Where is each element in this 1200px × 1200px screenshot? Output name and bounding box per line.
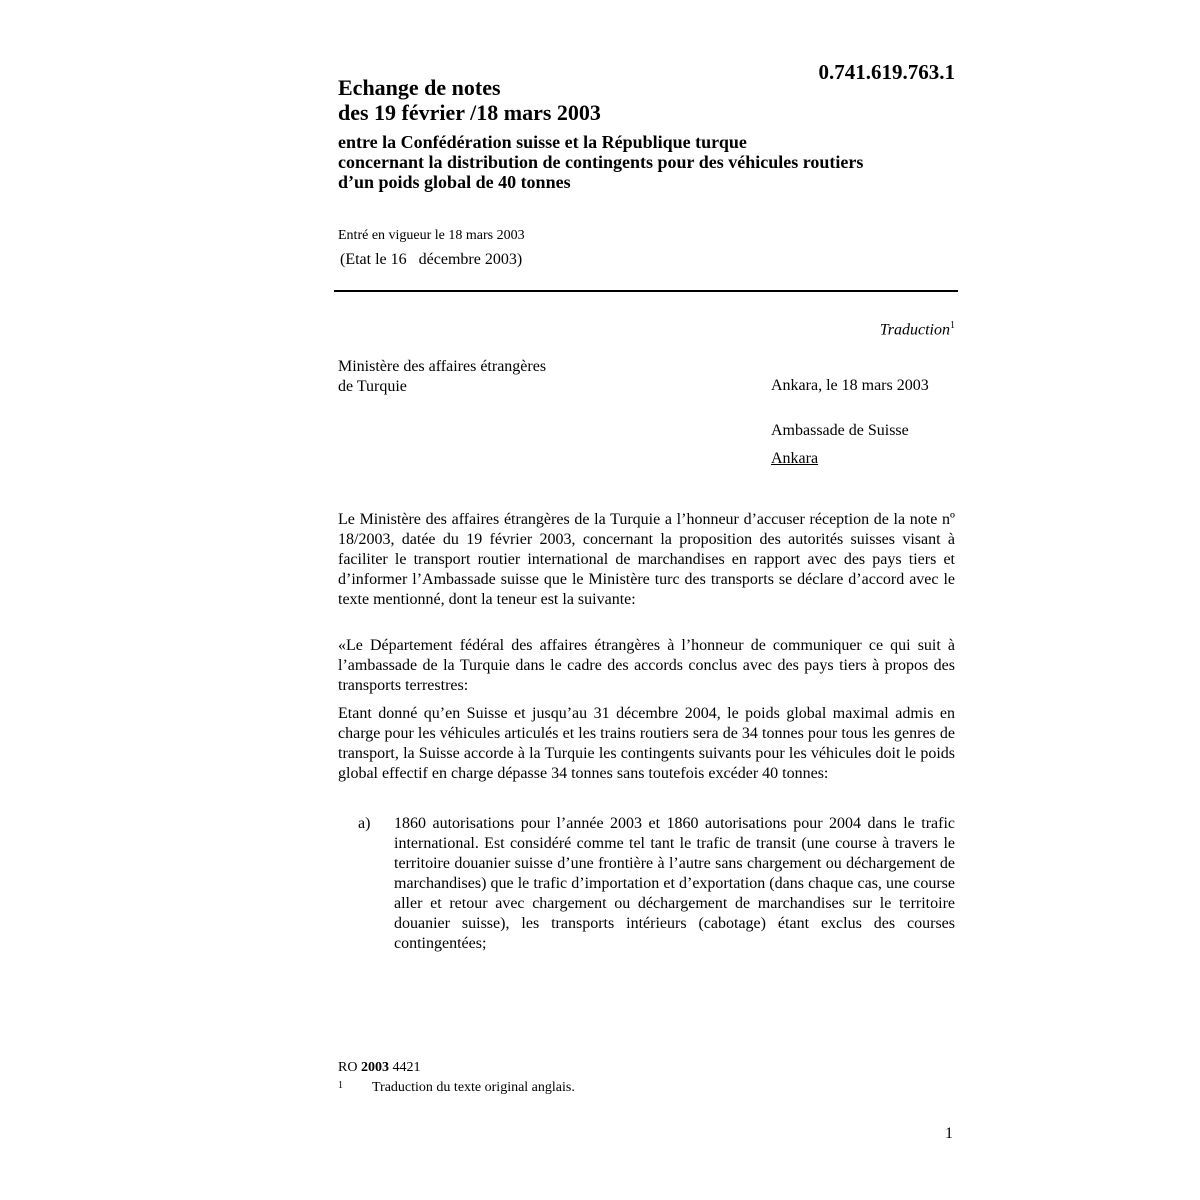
header-divider [334,290,958,292]
subtitle-line-3: d’un poids global de 40 tonnes [338,172,571,192]
ro-year: 2003 [360,1060,389,1075]
sender-line-1: Ministère des affaires étrangères [338,358,547,375]
sender-line-2: de Turquie [338,378,407,395]
title-line-2: des 19 février /18 mars 2003 [338,100,601,125]
status-date: (Etat le 16 décembre 2003) [340,251,523,268]
recipient-address [771,417,909,473]
page-number: 1 [945,1125,953,1142]
translation-label [700,320,955,339]
title-line-1: Echange de notes [338,75,501,100]
footnote-text: Traduction du texte original anglais. [372,1080,575,1095]
recipient-line-1: Ambassade de Suisse [771,422,909,439]
footnote-ref: 1 [950,320,955,331]
recipient-line-2: Ankara [771,450,819,467]
ro-prefix: RO [338,1060,358,1075]
sender-address [338,357,546,397]
in-force-date: Entré en vigueur le 18 mars 2003 [338,228,525,243]
body-paragraph-3: Etant donné qu’en Suisse et jusqu’au 31 décembre 2004, le poids global maximal admis en charge pour les véhicules articulés et les trains routiers sera de 34 tonnes pour tous les genres de transport, la Suisse accorde à la Turquie les contingents suivants pour les véhicules doit le poids global effectif en charge dépasse 34 tonnes sans toutefois excéder 40 tonnes: [338,705,955,782]
ro-page: 4421 [392,1060,421,1075]
ro-reference [338,1060,420,1076]
document-subtitle [338,132,958,192]
list-item-a [358,814,955,954]
subtitle-line-1: entre la Confédération suisse et la République turque [338,132,747,152]
footnote-mark: 1 [338,1080,343,1091]
subtitle-line-2: concernant la distribution de contingents pour des véhicules routiers [338,152,864,172]
list-item-text: 1860 autorisations pour l’année 2003 et 1860 autorisations pour 2004 dans le trafic international. Est considéré comme tel tant le trafic de transit (une course à travers le territoire douanier suisse d’une frontière à l’autre sans chargement ou déchargement de marchandises) que le trafic d’importation et d’exportation (dans chaque cas, une course aller et retour avec chargement ou déchargement de marchandises sur le territoire douanier suisse), les transports intérieurs (cabotage) étant exclus des courses contingentées; [394,815,955,952]
footnote [338,1080,575,1096]
list-item-label: a) [358,815,371,832]
body-paragraph-2: «Le Département fédéral des affaires étrangères à l’honneur de communiquer ce qui suit à l’ambassade de la Turquie dans le cadre des accords conclus avec des pays tiers à propos des transports terrestres: [338,637,955,694]
body-paragraph-1: Le Ministère des affaires étrangères de la Turquie a l’honneur d’accuser réception de la note nº 18/2003, datée du 19 février 2003, concernant la proposition des autorités suisses visant à faciliter le transport routier international de marchandises en rapport avec des pays tiers et d’informer l’Ambassade suisse que le Ministère turc des transports se déclare d’accord avec le texte mentionné, dont la teneur est la suivante: [338,511,955,608]
document-title [338,75,758,125]
place-date: Ankara, le 18 mars 2003 [771,377,929,394]
sr-number: 0.741.619.763.1 [818,60,955,84]
translation-text: Traduction [879,321,950,339]
